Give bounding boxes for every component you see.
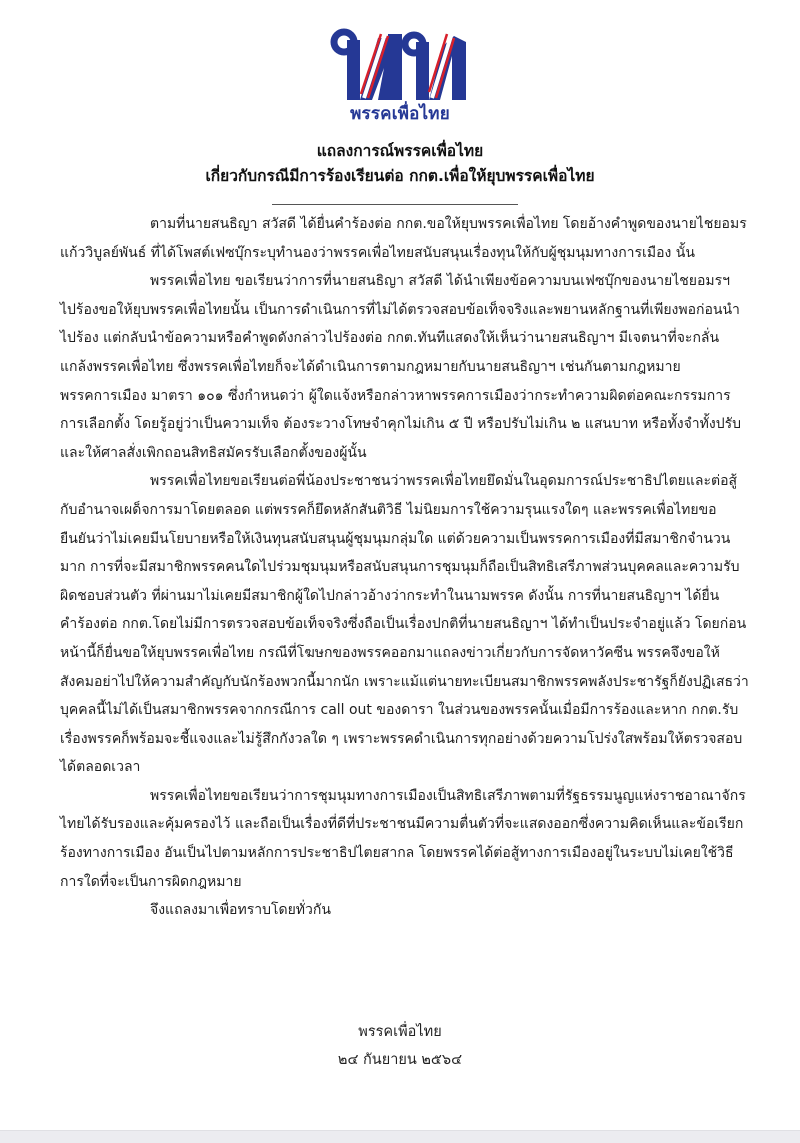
party-logo-name: พรรคเพื่อไทย (350, 104, 450, 124)
paragraph-closing: จึงแถลงมาเพื่อทราบโดยทั่วกัน (150, 902, 331, 919)
statement-title: แถลงการณ์พรรคเพื่อไทย (316, 142, 484, 160)
party-logo (330, 28, 470, 124)
title-divider (272, 204, 518, 205)
signature-party: พรรคเพื่อไทย (358, 1024, 442, 1040)
statement-subtitle: เกี่ยวกับกรณีมีการร้องเรียนต่อ กกต.เพื่อให้ยุบพรรคเพื่อไทย (205, 167, 595, 185)
signature-date: ๒๔ กันยายน ๒๕๖๔ (337, 1052, 463, 1068)
party-logo-icon (330, 28, 470, 100)
paragraph-2: พรรคเพื่อไทย ขอเรียนว่าการที่นายสนธิญา สวัสดี ได้นำเพียงข้อความบนเฟซบุ๊กของนายไชยอมรฯ ไปร้องขอให้ยุบพรรคเพื่อไทยนั้น เป็นการดำเนินการที่ไม่ได้ตรวจสอบข้อเท็จจริงและพยานหลักฐานที่เพียงพอก่อนนำไปร้อง แต่กลับนำข้อความหรือคำพูดดังกล่าวไปร้องต่อ กกต.ทันทีแสดงให้เห็นว่านายสนธิญาฯ มีเจตนาที่จะกลั่นแกล้งพรรคเพื่อไทย ซึ่งพรรคเพื่อไทยก็จะได้ดำเนินการตามกฎหมายกับนายสนธิญาฯ เช่นกันตามกฎหมายพรรคการเมือง มาตรา ๑๐๑ ซึ่งกำหนดว่า ผู้ใดแจ้งหรือกล่าวหาพรรคการเมืองว่ากระทำความผิดต่อคณะกรรมการการเลือกตั้ง โดยรู้อยู่ว่าเป็นความเท็จ ต้องระวางโทษจำคุกไม่เกิน ๕ ปี หรือปรับไม่เกิน ๒ แสนบาท หรือทั้งจำทั้งปรับ และให้ศาลสั่งเพิกถอนสิทธิสมัครรับเลือกตั้งของผู้นั้น (60, 273, 742, 461)
paragraph-3: พรรคเพื่อไทยขอเรียนต่อพี่น้องประชาชนว่าพรรคเพื่อไทยยึดมั่นในอุดมการณ์ประชาธิปไตยและต่อสู้กับอำนาจเผด็จการมาโดยตลอด แต่พรรคก็ยึดหลักสันติวิธี ไม่นิยมการใช้ความรุนแรงใดๆ และพรรคเพื่อไทยขอยืนยันว่าไม่เคยมีนโยบายหรือให้เงินทุนสนับสนุนผู้ชุมนุมกลุ่มใด แต่ด้วยความเป็นพรรคการเมืองที่มีสมาชิกจำนวนมาก การที่จะมีสมาชิกพรรคคนใดไปร่วมชุมนุมหรือสนับสนุนการชุมนุมก็ถือเป็นสิทธิเสรีภาพส่วนบุคคลและความรับผิดชอบส่วนตัว ที่ผ่านมาไม่เคยมีสมาชิกผู้ใดไปกล่าวอ้างว่ากระทำในนามพรรค ดังนั้น การที่นายสนธิญาฯ ได้ยื่นคำร้องต่อ กกต.โดยไม่มีการตรวจสอบข้อเท็จจริงซึ่งถือเป็นเรื่องปกติที่นายสนธิญาฯ ได้ทำเป็นประจำอยู่แล้ว โดยก่อนหน้านี้ก็ยื่นขอให้ยุบพรรคเพื่อไทย กรณีที่โฆษกของพรรคออกมาแถลงข่าวเกี่ยวกับการจัดหาวัคซีน พรรคจึงขอให้สังคมอย่าไปให้ความสำคัญกับนักร้องพวกนี้มากนัก เพราะแม้แต่นายทะเบียนสมาชิกพรรคพลังประชารัฐก็ยังปฏิเสธว่าบุคคลนี้ไม่ได้เป็นสมาชิกพรรคจากกรณีการ call out ของดารา ในส่วนของพรรคนั้นเมื่อมีการร้องและหาก กกต.รับเรื่องพรรคก็พร้อมจะชี้แจงและไม่รู้สึกกังวลใด ๆ เพราะพรรคดำเนินการทุกอย่างด้วยความโปร่งใสพร้อมให้ตรวจสอบได้ตลอดเวลา (60, 473, 749, 776)
paragraph-4: พรรคเพื่อไทยขอเรียนว่าการชุมนุมทางการเมืองเป็นสิทธิเสรีภาพตามที่รัฐธรรมนูญแห่งราชอาณาจักรไทยได้รับรองและคุ้มครองไว้ และถือเป็นเรื่องที่ดีที่ประชาชนมีความตื่นตัวที่จะแสดงออกซึ่งความคิดเห็นและข้อเรียกร้องทางการเมือง อันเป็นไปตามหลักการประชาธิปไตยสากล โดยพรรคได้ต่อสู้ทางการเมืองอยู่ในระบบไม่เคยใช้วิธีการใดที่จะเป็นการผิดกฎหมาย (60, 787, 746, 890)
statement-body (60, 210, 750, 925)
paragraph-1: ตามที่นายสนธิญา สวัสดี ได้ยื่นคำร้องต่อ กกต.ขอให้ยุบพรรคเพื่อไทย โดยอ้างคำพูดของนายไชยอมร แก้ววิบูลย์พันธ์ ที่ได้โพสต์เฟซบุ๊กระบุทำนองว่าพรรคเพื่อไทยสนับสนุนเรื่องทุนให้กับผู้ชุมนุมทางการเมือง นั้น (60, 216, 747, 261)
bottom-bar (0, 1130, 800, 1143)
